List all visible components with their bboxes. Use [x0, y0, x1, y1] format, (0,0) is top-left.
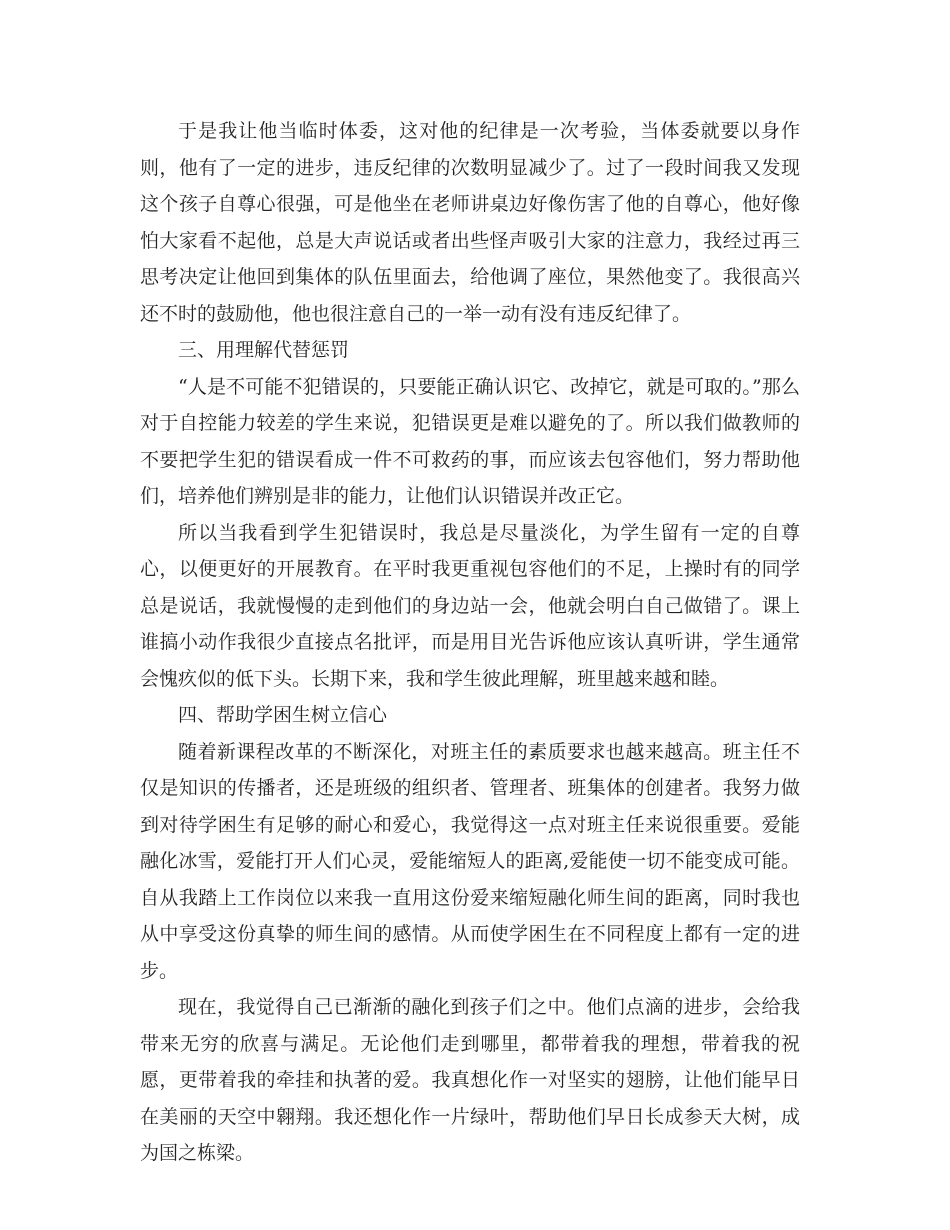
paragraph-love: 随着新课程改革的不断深化，对班主任的素质要求也越来越高。班主任不仅是知识的传播者，还是班级的组织者、管理者、班集体的创建者。我努力做到对待学困生有足够的耐心和爱心，我觉得这一点对班主任来说很重要。爱能融化冰雪，爱能打开人们心灵，爱能缩短人的距离,爱能使一切不能变成可能。自从我踏上工作岗位以来我一直用这份爱来缩短融化师生间的距离，同时我也从中享受这份真挚的师生间的感情。从而使学困生在不同程度上都有一定的进步。 [140, 740, 800, 982]
section-heading-understanding: 三、用理解代替惩罚 [178, 339, 350, 361]
paragraph-discipline: 于是我让他当临时体委，这对他的纪律是一次考验，当体委就要以身作则，他有了一定的进步，违反纪律的次数明显减少了。过了一段时间我又发现这个孩子自尊心很强，可是他坐在老师讲桌边好像伤害了他的自尊心，他好像怕大家看不起他，总是大声说话或者出些怪声吸引大家的注意力，我经过再三思考决定让他回到集体的队伍里面去，给他调了座位，果然他变了。我很高兴还不时的鼓励他，他也很注意自己的一举一动有没有违反纪律了。 [140, 120, 800, 325]
document-body [140, 113, 800, 1172]
paragraph-mistakes: “人是不可能不犯错误的，只要能正确认识它、改掉它，就是可取的。”那么对于自控能力较差的学生来说，犯错误更是难以避免的了。所以我们做教师的不要把学生犯的错误看成一件不可救药的事，而应该去包容他们，努力帮助他们，培养他们辨别是非的能力，让他们认识错误并改正它。 [140, 375, 800, 507]
paragraph-tolerance: 所以当我看到学生犯错误时，我总是尽量淡化，为学生留有一定的自尊心，以便更好的开展教育。在平时我更重视包容他们的不足，上操时有的同学总是说话，我就慢慢的走到他们的身边站一会，他就会明白自己做错了。课上谁搞小动作我很少直接点名批评，而是用目光告诉他应该认真听讲，学生通常会愧疚似的低下头。长期下来，我和学生彼此理解，班里越来越和睦。 [140, 521, 800, 690]
paragraph-conclusion: 现在，我觉得自己已渐渐的融化到孩子们之中。他们点滴的进步，会给我带来无穷的欣喜与满足。无论他们走到哪里，都带着我的理想，带着我的祝愿，更带着我的牵挂和执著的爱。我真想化作一对坚实的翅膀，让他们能早日在美丽的天空中翱翔。我还想化作一片绿叶，帮助他们早日长成参天大树，成为国之栋梁。 [140, 996, 800, 1164]
section-heading-confidence: 四、帮助学困生树立信心 [178, 704, 388, 726]
